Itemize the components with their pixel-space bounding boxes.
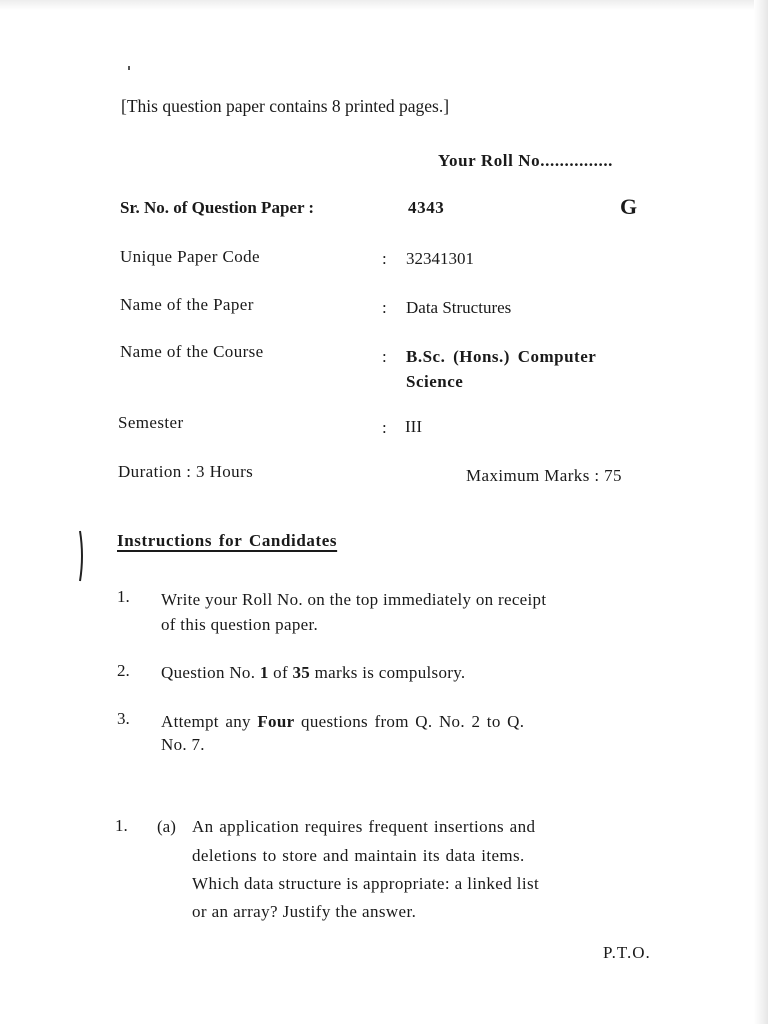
instruction-3-line2: No. 7. <box>161 735 205 754</box>
paper-code-label: Unique Paper Code <box>120 247 260 266</box>
pages-note: [This question paper contains 8 printed pages.] <box>121 96 450 116</box>
semester-colon: : <box>382 418 387 437</box>
paper-name-label: Name of the Paper <box>120 295 254 314</box>
paper-name-colon: : <box>382 298 387 317</box>
margin-bracket-mark <box>78 530 86 582</box>
instruction-2-text: Question No. 1 of 35 marks is compulsory. <box>161 663 466 682</box>
set-code: G <box>620 194 638 219</box>
semester-label: Semester <box>118 413 184 432</box>
question-1-number: 1. <box>115 816 128 835</box>
instruction-2-number: 2. <box>117 661 130 680</box>
course-name-colon: : <box>382 347 387 366</box>
instruction-3-line1: Attempt any Four questions from Q. No. 2 to Q. <box>161 712 525 731</box>
question-1a-line2: deletions to store and maintain its data items. <box>192 846 525 865</box>
stray-ink-mark <box>128 66 130 70</box>
scan-top-edge <box>0 0 768 10</box>
roll-number-label: Your Roll No............... <box>438 151 614 170</box>
question-1a-line1: An application requires frequent insertions and <box>192 817 536 836</box>
question-1a-line4: or an array? Justify the answer. <box>192 902 417 921</box>
instruction-3-number: 3. <box>117 709 130 728</box>
paper-code-value: 32341301 <box>406 249 474 268</box>
please-turn-over-note: P.T.O. <box>603 943 651 962</box>
course-name-label: Name of the Course <box>120 342 264 361</box>
question-1a-line3: Which data structure is appropriate: a linked list <box>192 874 540 893</box>
instruction-1-number: 1. <box>117 587 130 606</box>
instruction-1-line2: of this question paper. <box>161 615 319 634</box>
instructions-heading: Instructions for Candidates <box>117 531 338 550</box>
course-name-value-line1: B.Sc. (Hons.) Computer <box>406 347 597 366</box>
duration-text: Duration : 3 Hours <box>118 462 254 481</box>
question-1a-label: (a) <box>157 817 176 836</box>
paper-code-colon: : <box>382 249 387 268</box>
semester-value: III <box>405 417 422 436</box>
instruction-1-line1: Write your Roll No. on the top immediately on receipt <box>161 590 547 609</box>
serial-number-label: Sr. No. of Question Paper : <box>120 198 315 217</box>
serial-number-value: 4343 <box>408 198 445 217</box>
maximum-marks-text: Maximum Marks : 75 <box>466 466 622 485</box>
paper-name-value: Data Structures <box>406 298 512 317</box>
course-name-value-line2: Science <box>406 372 464 391</box>
scan-right-edge <box>754 0 768 1024</box>
